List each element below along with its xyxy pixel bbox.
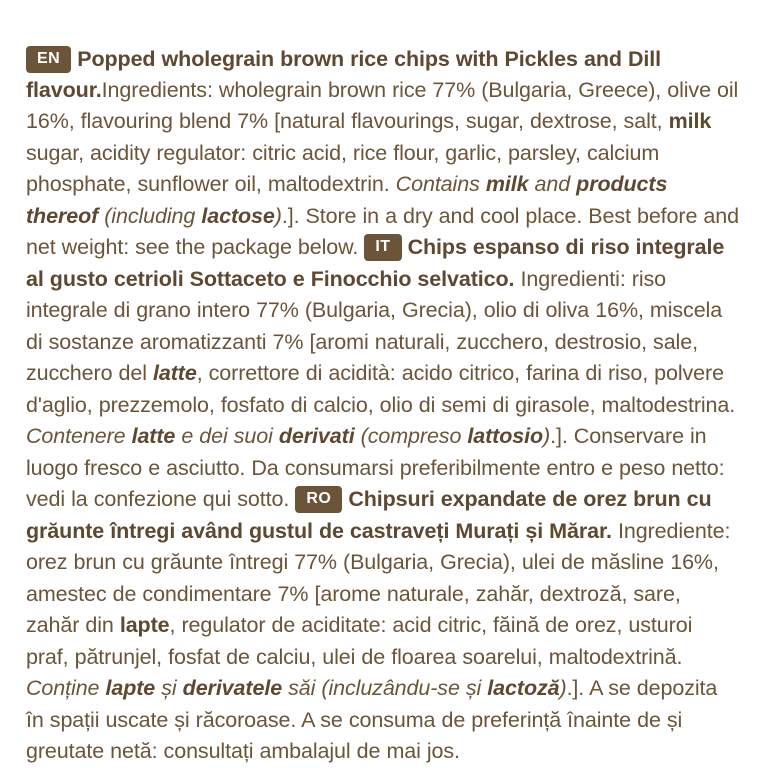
contains-lactoza-ro: lactoză [487,676,560,701]
contains-it-2: e dei suoi [175,424,279,449]
contains-it-3: (compreso [354,424,468,449]
contains-ro-1: Conține [26,676,106,701]
contains-ro-4: ) [559,676,567,701]
contains-products-en: products thereof [26,172,668,228]
contains-it-4: ) [543,424,551,449]
contains-en-2: and [528,172,577,197]
language-badge-en: EN [26,46,71,73]
body-ro-1: Ingrediente: orez brun cu grăunte întregi 77% (Bulgaria, Grecia), ulei de măsline 16%, amestec de condimentare 7% [arome naturale, zahăr, dextroză, sare, zahăr din [26,518,731,638]
body-it-3: .]. Conservare in luogo fresco e asciutto. Da consumarsi preferibilmente entro e peso netto: vedi la confezione qui sotto. [26,424,725,512]
body-ro-2: , regulator de aciditate: acid citric, făină de orez, usturoi praf, pătrunjel, fosfat de calciu, ulei de floarea soarelui, maltodextrină. [26,613,693,669]
contains-lactose-en: lactose [201,203,275,228]
contains-ro-2: și [155,676,183,701]
allergen-latte-it: latte [152,361,197,386]
language-badge-it: IT [364,234,401,261]
heading-en: Popped wholegrain brown rice chips with Pickles and Dill flavour. [26,46,662,102]
contains-ro-3: săi (incluzându-se și [282,676,488,701]
language-badge-ro: RO [295,486,342,513]
contains-derivatele-ro: derivatele [182,676,283,701]
body-en-2: sugar, acidity regulator: citric acid, rice flour, garlic, parsley, calcium phosphate, sunflower oil, maltodextrin. [26,140,660,197]
allergen-lapte-ro: lapte [119,613,170,638]
heading-ro: Chipsuri expandate de orez brun cu grăunte întregi având gustul de castraveți Murați și Mărar. [26,487,712,543]
heading-it: Chips espanso di riso integrale al gusto cetrioli Sottaceto e Finocchio selvatico. [26,235,725,291]
body-en-1: Ingredients: wholegrain brown rice 77% (Bulgaria, Greece), olive oil 16%, flavouring blend 7% [natural flavourings, sugar, dextrose, salt, [26,77,739,134]
body-it-2: , correttore di acidità: acido citrico, farina di riso, polvere d'aglio, prezzemolo, fosfato di calcio, olio di semi di girasole, maltodestrina. [26,361,736,417]
ingredients-paragraph [26,44,740,768]
contains-lapte-ro: lapte [105,676,156,701]
body-ro-3: .]. A se depozita în spații uscate și răcoroase. A se consuma de preferință înainte de și greutate netă: consultați ambalajul de mai jos. [26,676,718,764]
contains-lattosio-it: lattosio [467,424,544,449]
contains-en-4: ) [274,203,282,228]
body-it-1: Ingredienti: riso integrale di grano intero 77% (Bulgaria, Grecia), olio di oliva 16%, miscela di sostanze aromatizzanti 7% [aromi naturali, zucchero, destrosio, sale, zucchero del [26,266,723,386]
contains-derivati-it: derivati [278,424,355,449]
contains-it-1: Contenere [26,424,132,449]
allergen-milk-en: milk [668,109,712,134]
contains-milk-en: milk [485,172,529,197]
contains-en-3: (including [98,203,202,228]
contains-en-1: Contains [395,172,486,197]
contains-latte-it: latte [131,424,176,449]
body-en-3: .]. Store in a dry and cool place. Best before and net weight: see the package below. [26,203,739,260]
